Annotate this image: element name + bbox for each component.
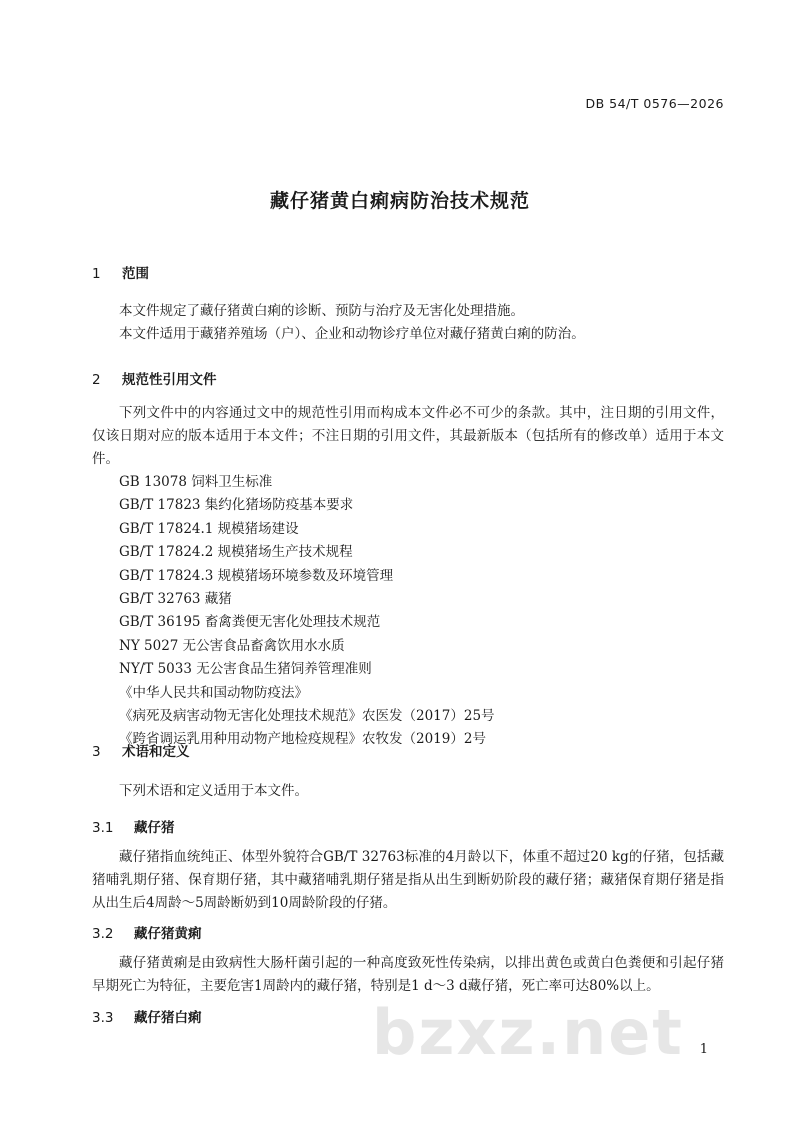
term-heading	[92, 816, 724, 836]
section-normative	[92, 368, 724, 388]
section-number: 2	[92, 372, 101, 388]
term-title: 藏仔猪黄痢	[134, 926, 202, 942]
section-terms	[92, 740, 724, 760]
standard-code: DB 54/T 0576—2026	[585, 96, 724, 111]
term-number: 3.2	[92, 926, 114, 942]
paragraph: 本文件适用于藏猪养殖场（户）、企业和动物诊疗单位对藏仔猪黄白痢的防治。	[119, 326, 585, 342]
section-heading	[92, 740, 724, 760]
normative-body	[92, 402, 724, 752]
reference-item: GB/T 32763 藏猪	[119, 591, 232, 608]
reference-item: GB/T 17824.2 规模猪场生产技术规程	[119, 544, 353, 561]
term-definition	[92, 846, 724, 915]
section-number: 3	[92, 744, 101, 760]
terms-intro	[92, 780, 724, 803]
page-number: 1	[699, 1042, 708, 1057]
reference-item: 《中华人民共和国动物防疫法》	[119, 684, 308, 701]
paragraph: 藏仔猪指血统纯正、体型外貌符合GB/T 32763标准的4月龄以下，体重不超过20 kg的仔猪，包括藏猪哺乳期仔猪、保育期仔猪，其中藏猪哺乳期仔猪是指从出生到断奶阶段的藏仔猪；藏猪保育期仔猪是指从出生后4周龄～5周龄断奶到10周龄阶段的仔猪。	[92, 849, 724, 911]
document-title: 藏仔猪黄白痢病防治技术规范	[269, 190, 530, 212]
watermark: bzxz.net	[372, 996, 684, 1069]
paragraph: 下列文件中的内容通过文中的规范性引用而构成本文件必不可少的条款。其中，注日期的引用文件，仅该日期对应的版本适用于本文件；不注日期的引用文件，其最新版本（包括所有的修改单）适用于本文件。	[92, 405, 724, 467]
term-heading	[92, 922, 724, 942]
reference-item: GB/T 36195 畜禽粪便无害化处理技术规范	[119, 614, 381, 631]
paragraph: 藏仔猪黄痢是由致病性大肠杆菌引起的一种高度致死性传染病，以排出黄色或黄白色粪便和引起仔猪早期死亡为特征，主要危害1周龄内的藏仔猪，特别是1 d～3 d藏仔猪，死亡率可达80%以上。	[92, 955, 724, 994]
term-number: 3.3	[92, 1010, 114, 1026]
reference-item: GB/T 17823 集约化猪场防疫基本要求	[119, 497, 354, 514]
term-number: 3.1	[92, 820, 114, 836]
scope-body	[92, 300, 724, 346]
reference-item: NY/T 5033 无公害食品生猪饲养管理准则	[119, 661, 372, 678]
term-definition	[92, 952, 724, 998]
section-heading	[92, 368, 724, 388]
paragraph: 下列术语和定义适用于本文件。	[119, 783, 308, 799]
term-item	[92, 816, 724, 836]
section-number: 1	[92, 266, 101, 282]
section-heading	[92, 262, 724, 282]
reference-item: GB/T 17824.3 规模猪场环境参数及环境管理	[119, 567, 394, 584]
section-scope	[92, 262, 724, 282]
reference-list	[92, 471, 724, 752]
term-title: 藏仔猪白痢	[134, 1010, 202, 1026]
reference-item: 《病死及病害动物无害化处理技术规范》农医发（2017）25号	[119, 708, 495, 725]
term-title: 藏仔猪	[134, 820, 175, 836]
reference-item: 《跨省调运乳用种用动物产地检疫规程》农牧发（2019）2号	[119, 731, 486, 748]
reference-item: GB/T 17824.1 规模猪场建设	[119, 520, 299, 537]
section-title: 范围	[122, 266, 149, 282]
section-title: 规范性引用文件	[122, 372, 217, 388]
reference-item: NY 5027 无公害食品畜禽饮用水水质	[119, 637, 345, 654]
paragraph: 本文件规定了藏仔猪黄白痢的诊断、预防与治疗及无害化处理措施。	[119, 303, 524, 319]
reference-item: GB 13078 饲料卫生标准	[119, 474, 273, 490]
section-title: 术语和定义	[122, 744, 190, 760]
term-item	[92, 922, 724, 942]
